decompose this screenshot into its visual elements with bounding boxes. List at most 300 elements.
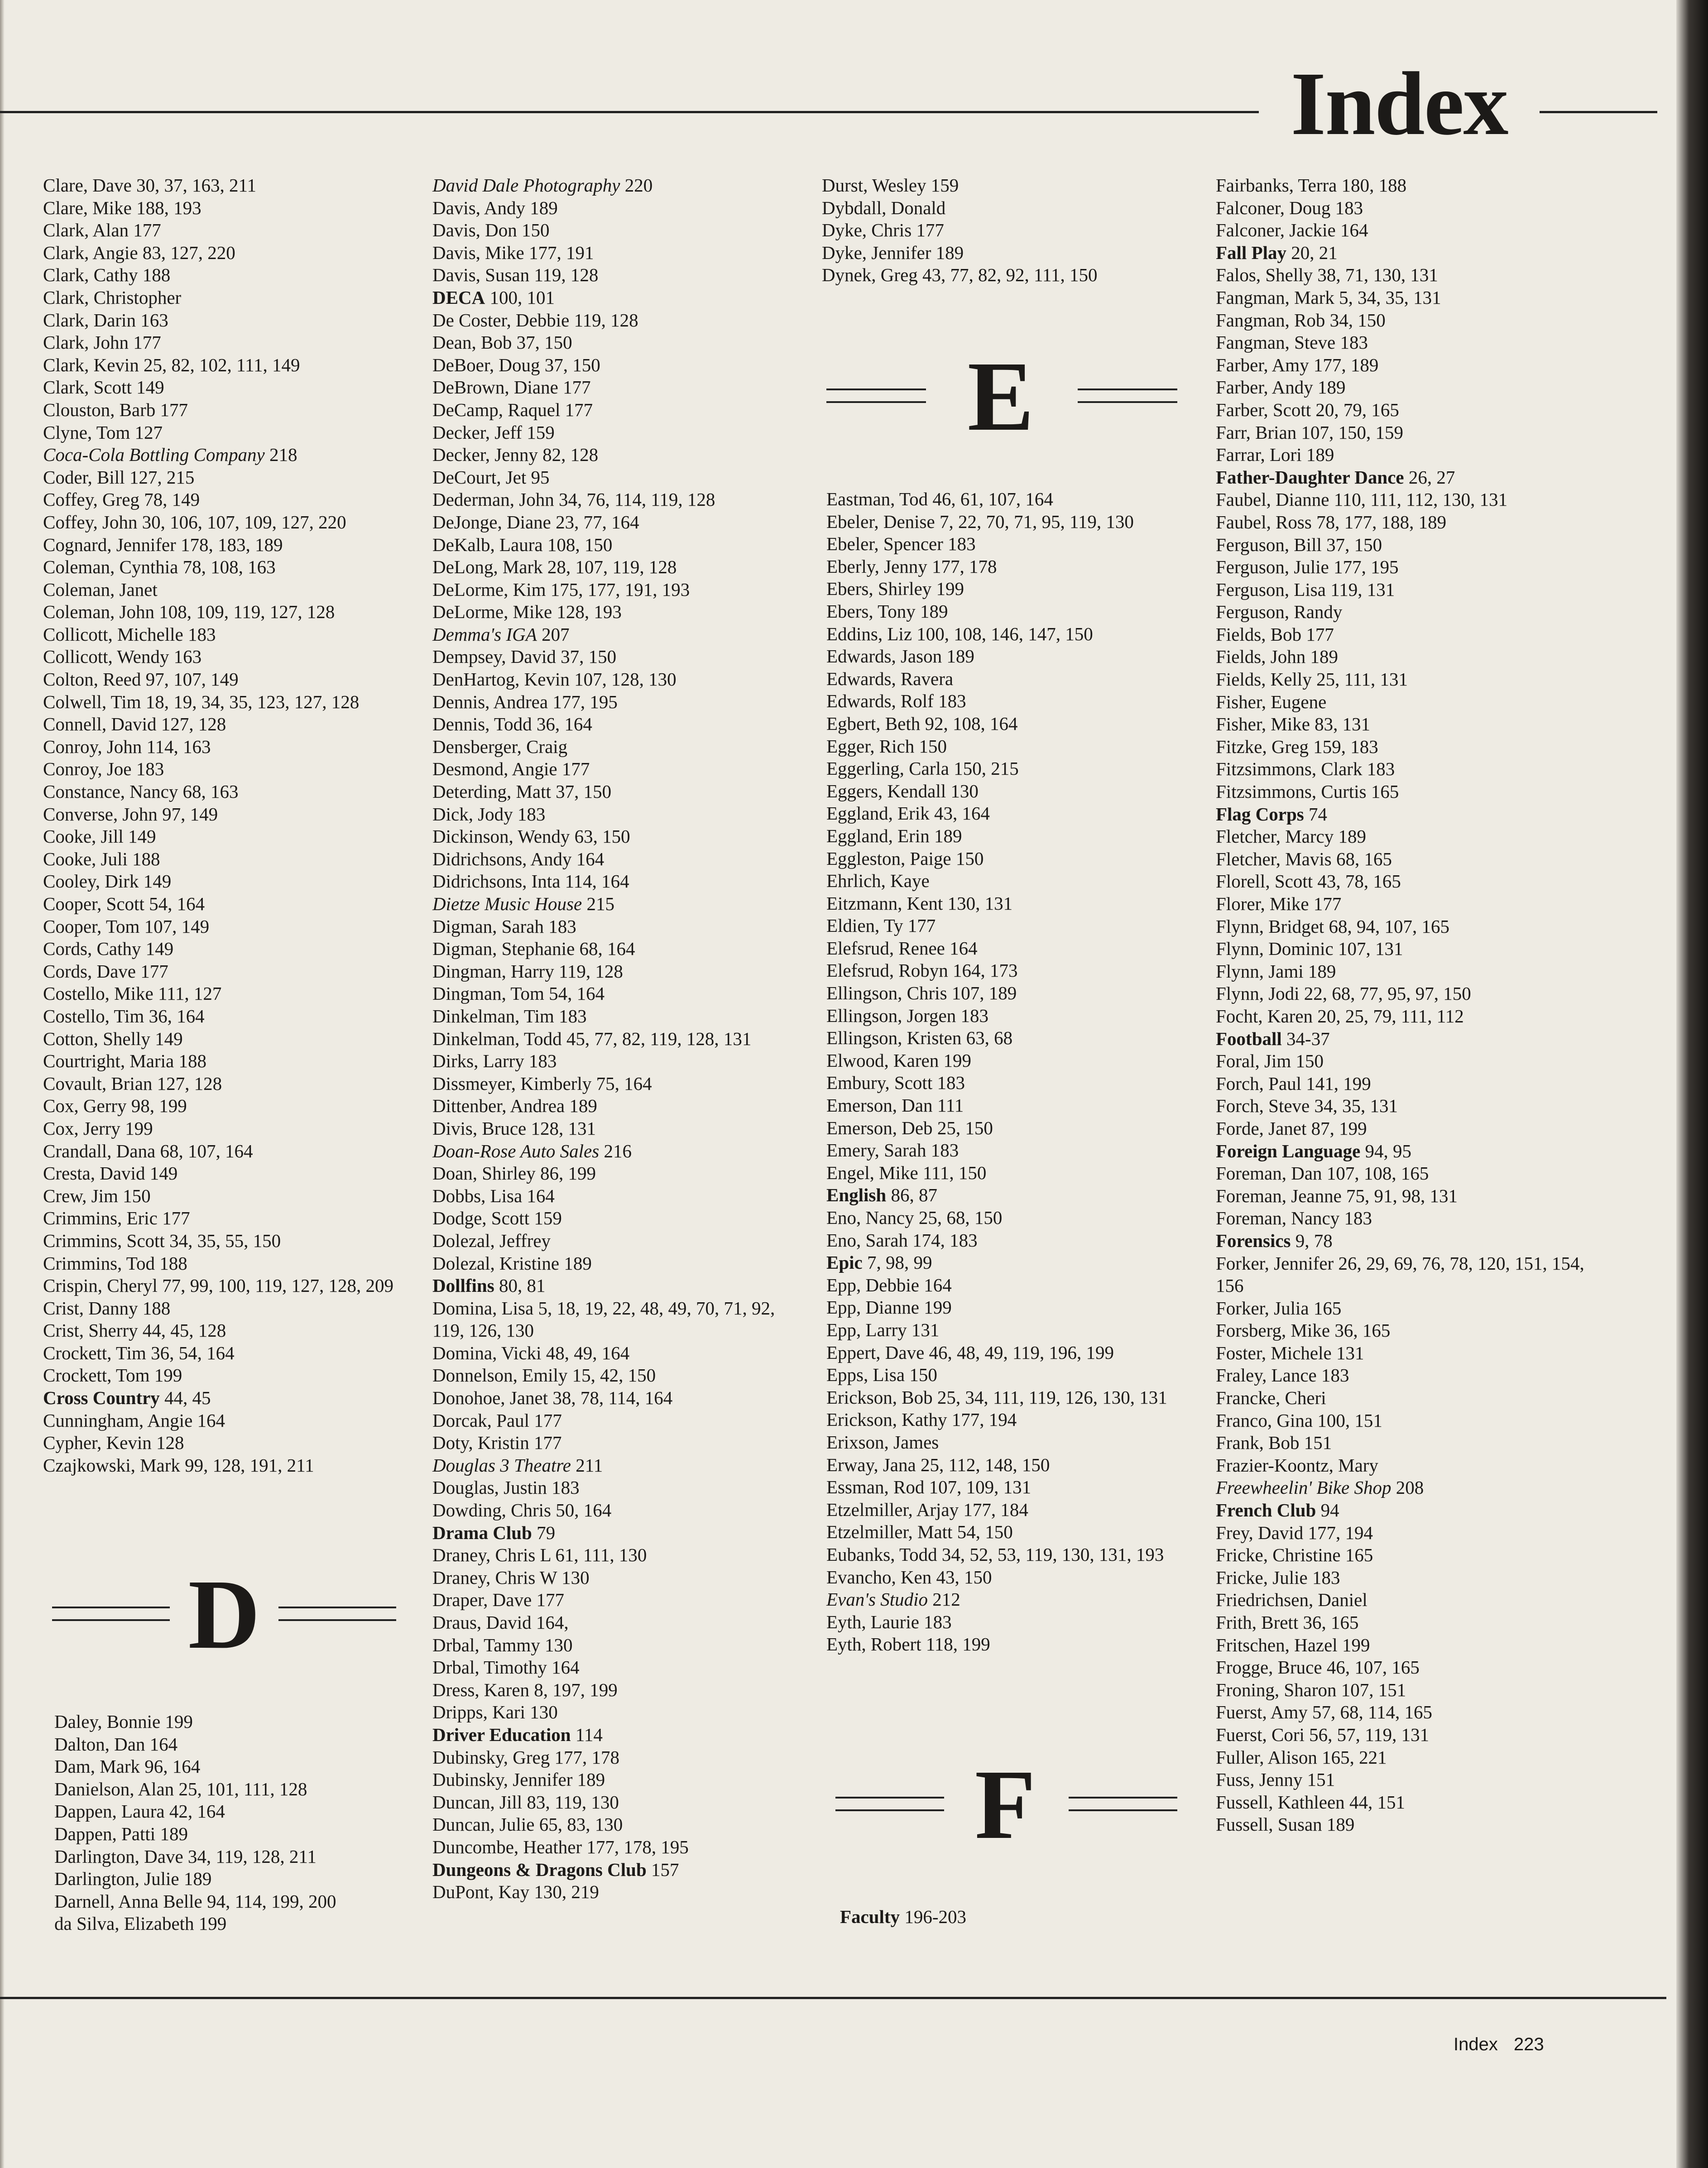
entry-name: Dittenber, Andrea [432, 1095, 565, 1117]
index-entry [1216, 174, 1587, 197]
entry-name: Draus, David [432, 1612, 532, 1633]
entry-name: Densberger, Craig [432, 736, 568, 757]
index-entry [1216, 713, 1587, 736]
entry-name: DeBrown, Diane [432, 377, 558, 398]
entry-name: Desmond, Angie [432, 758, 557, 780]
entry-pages: 189 [577, 1769, 605, 1790]
index-entry [43, 1275, 405, 1297]
index-entry [432, 1499, 795, 1522]
index-entry [432, 331, 795, 354]
index-entry [1216, 422, 1587, 444]
index-entry [1216, 1073, 1587, 1095]
index-entry [43, 848, 405, 871]
entry-name: Fitzsimmons, Clark [1216, 758, 1363, 780]
entry-name: DECA [432, 287, 485, 308]
index-entry [432, 466, 795, 489]
entry-pages: 20, 79, 165 [1315, 399, 1399, 420]
entry-name: Ferguson, Lisa [1216, 579, 1326, 600]
entry-name: Demma's IGA [432, 624, 537, 645]
entry-pages: 46, 61, 107, 164 [932, 489, 1053, 509]
entry-name: Dean, Bob [432, 332, 512, 353]
index-entry [1216, 534, 1587, 556]
entry-name: DuPont, Kay [432, 1881, 530, 1903]
entry-name: Eno, Nancy [826, 1207, 914, 1228]
entry-name: Cooley, Dirk [43, 871, 139, 892]
entry-name: Darnell, Anna Belle [54, 1890, 202, 1912]
entry-name: Dripps, Kari [432, 1702, 525, 1723]
entry-pages: 38, 78, 114, 164 [552, 1387, 673, 1409]
index-entry [826, 1611, 1189, 1634]
entry-pages: 177 [162, 1208, 190, 1229]
entry-pages: 96, 164 [144, 1756, 201, 1777]
entry-name: Frank, Bob [1216, 1432, 1300, 1453]
index-entry [43, 219, 405, 242]
index-entry [432, 1881, 795, 1904]
section-header-f [835, 1749, 1198, 1860]
entry-pages: 189 [1306, 444, 1334, 465]
entry-pages: 177, 178 [932, 556, 997, 577]
entry-name: Foreman, Dan [1216, 1163, 1322, 1184]
index-entry [432, 1297, 795, 1342]
index-entry [826, 1544, 1189, 1566]
entry-name: Egbert, Beth [826, 713, 921, 734]
header-rule [278, 1619, 396, 1621]
entry-pages: 189 [1310, 646, 1338, 667]
entry-name: Cross Country [43, 1387, 160, 1409]
entry-pages: 177 [916, 220, 944, 241]
entry-pages: 177 [1306, 624, 1334, 645]
entry-name: DeCamp, Raquel [432, 399, 561, 420]
index-entry [1216, 938, 1587, 960]
entry-name: Farr, Brian [1216, 422, 1297, 443]
entry-name: Covault, Brian [43, 1073, 153, 1094]
index-entry [43, 1230, 405, 1252]
entry-name: Forker, Julia [1216, 1297, 1309, 1319]
entry-pages: 107, 108, 165 [1326, 1163, 1429, 1184]
entry-pages: 54, 164 [549, 983, 605, 1004]
entry-name: Fraley, Lance [1216, 1365, 1317, 1386]
index-entry [432, 1005, 795, 1028]
index-entry [1216, 242, 1587, 264]
entry-pages: 149 [128, 826, 156, 847]
entry-pages: 165 [1371, 781, 1399, 802]
entry-pages: 183 [517, 803, 546, 825]
index-column-f-start [840, 1906, 1193, 1928]
index-entry [826, 802, 1189, 825]
entry-pages: 174, 183 [912, 1229, 978, 1251]
index-entry [43, 174, 405, 197]
entry-pages: 63, 150 [574, 826, 630, 847]
index-entry [826, 713, 1189, 735]
entry-name: Cresta, David [43, 1163, 145, 1184]
index-entry [432, 1230, 795, 1252]
entry-name: Epp, Larry [826, 1319, 907, 1340]
index-entry [432, 489, 795, 511]
index-entry [1216, 870, 1587, 893]
entry-name: Francke, Cheri [1216, 1387, 1326, 1409]
entry-pages: 94, 114, 199, 200 [207, 1890, 336, 1912]
index-entry [826, 892, 1189, 915]
index-entry [432, 1387, 795, 1410]
entry-name: Dyke, Chris [822, 220, 912, 241]
entry-pages: 177 [160, 399, 188, 420]
index-entry [1216, 736, 1587, 758]
entry-name: Collicott, Wendy [43, 646, 169, 667]
header-rule [1078, 401, 1177, 403]
entry-pages: 183 [924, 1611, 952, 1632]
index-entry [43, 556, 405, 579]
entry-pages: 43, 77, 82, 92, 111, 150 [922, 264, 1098, 286]
entry-pages: 180, 188 [1341, 175, 1407, 196]
entry-name: Eggerling, Carla [826, 758, 949, 779]
entry-name: Engel, Mike [826, 1162, 918, 1183]
entry-pages: 189 [1338, 826, 1366, 847]
entry-name: Crispin, Cheryl [43, 1275, 158, 1296]
index-entry [1216, 758, 1587, 781]
entry-pages: 196-203 [904, 1906, 966, 1927]
index-entry [1216, 309, 1587, 332]
index-entry [1216, 376, 1587, 399]
entry-pages: 34, 35, 131 [1314, 1095, 1398, 1117]
entry-pages: 50, 164 [556, 1500, 612, 1521]
index-entry [1216, 354, 1587, 377]
entry-pages: 44, 45 [164, 1387, 211, 1409]
entry-pages: 44, 45, 128 [142, 1320, 226, 1341]
entry-pages: 25, 111, 131 [1316, 669, 1408, 690]
index-entry [54, 1800, 408, 1823]
entry-name: Forsberg, Mike [1216, 1320, 1330, 1341]
entry-pages: 94 [1320, 1500, 1339, 1521]
entry-name: Epps, Lisa [826, 1364, 905, 1386]
entry-pages: 150 [1295, 1050, 1324, 1072]
index-entry [43, 466, 405, 489]
index-entry [1216, 331, 1587, 354]
index-entry [43, 489, 405, 511]
index-column-d-end [822, 174, 1184, 287]
entry-name: Constance, Nancy [43, 781, 178, 802]
entry-name: Eggland, Erik [826, 803, 930, 824]
entry-name: Clark, Scott [43, 377, 132, 398]
entry-pages: 28, 107, 119, 128 [547, 556, 677, 578]
entry-pages: 130, 131 [947, 892, 1013, 914]
entry-name: Clark, Kevin [43, 354, 139, 375]
entry-name: Davis, Susan [432, 264, 530, 286]
index-entry [432, 870, 795, 893]
entry-name: Emerson, Deb [826, 1117, 933, 1138]
index-entry [1216, 1612, 1587, 1634]
entry-pages: 183 [938, 691, 966, 712]
entry-pages: 159, 183 [1313, 736, 1378, 757]
entry-pages: 151 [1304, 1432, 1332, 1453]
index-entry [826, 1252, 1189, 1274]
entry-name: Flynn, Bridget [1216, 916, 1324, 937]
index-entry [826, 645, 1189, 668]
entry-pages: 220 [624, 175, 653, 196]
entry-name: Crist, Danny [43, 1297, 138, 1319]
index-entry [1216, 399, 1587, 422]
entry-name: DeKalb, Laura [432, 534, 543, 555]
entry-name: Farber, Andy [1216, 377, 1313, 398]
entry-name: Coca-Cola Bottling Company [43, 444, 265, 465]
index-entry [1216, 668, 1587, 691]
index-entry [43, 1432, 405, 1454]
index-entry [43, 1028, 405, 1050]
index-entry [826, 937, 1189, 960]
entry-name: Clare, Mike [43, 197, 132, 218]
entry-name: Davis, Don [432, 220, 517, 241]
entry-name: Coleman, John [43, 601, 154, 623]
entry-name: Fitzke, Greg [1216, 736, 1309, 757]
index-entry [43, 646, 405, 668]
index-entry [432, 1656, 795, 1679]
entry-pages: 108, 109, 119, 127, 128 [159, 601, 335, 623]
entry-pages: 25, 112, 148, 150 [920, 1454, 1050, 1475]
index-entry [1216, 1342, 1587, 1365]
entry-name: Frazier-Koontz, Mary [1216, 1454, 1378, 1476]
index-entry [43, 893, 405, 916]
entry-name: Doty, Kristin [432, 1432, 529, 1453]
index-entry [432, 1162, 795, 1185]
entry-pages: 111 [937, 1095, 964, 1116]
entry-name: Fitzsimmons, Curtis [1216, 781, 1367, 802]
index-entry [43, 444, 405, 466]
entry-name: Colwell, Tim [43, 691, 141, 712]
index-entry [1216, 691, 1587, 714]
index-entry [1216, 1230, 1587, 1252]
entry-pages: 165 [1345, 1544, 1373, 1566]
index-entry [43, 1364, 405, 1387]
entry-pages: 100, 101 [489, 287, 555, 308]
entry-name: Costello, Mike [43, 983, 154, 1004]
entry-pages: 43, 150 [936, 1566, 992, 1588]
index-entry [432, 1410, 795, 1432]
entry-pages: 130 [545, 1634, 573, 1655]
entry-name: Dingman, Tom [432, 983, 544, 1004]
entry-pages: 83, 127, 220 [142, 242, 235, 263]
entry-name: Fricke, Christine [1216, 1544, 1341, 1566]
entry-pages: 42, 164 [169, 1801, 225, 1822]
entry-name: Frogge, Bruce [1216, 1657, 1322, 1678]
index-entry [1216, 1544, 1587, 1567]
entry-name: Douglas 3 Theatre [432, 1454, 571, 1476]
index-entry [432, 534, 795, 556]
index-entry [1216, 1028, 1587, 1050]
entry-name: Darlington, Dave [54, 1846, 183, 1867]
entry-name: da Silva, Elizabeth [54, 1913, 194, 1934]
entry-name: Coleman, Janet [43, 579, 158, 600]
entry-name: Florer, Mike [1216, 893, 1309, 914]
index-entry [1216, 1252, 1587, 1297]
entry-pages: 54, 150 [957, 1521, 1013, 1543]
index-entry [826, 1342, 1189, 1364]
index-entry [43, 1185, 405, 1208]
entry-name: Essman, Rod [826, 1477, 925, 1498]
index-entry [1216, 556, 1587, 579]
index-entry [43, 197, 405, 220]
index-entry [432, 736, 795, 758]
entry-pages: 183 [1335, 197, 1363, 218]
entry-pages: 183 [1312, 1567, 1340, 1588]
entry-name: Clark, John [43, 332, 129, 353]
entry-pages: 25, 150 [937, 1117, 993, 1138]
entry-name: Cox, Jerry [43, 1118, 120, 1139]
entry-pages: 68, 164 [579, 938, 635, 959]
index-entry [1216, 287, 1587, 309]
entry-name: Ebeler, Spencer [826, 533, 943, 555]
index-entry [1216, 1432, 1587, 1454]
entry-name: Collicott, Michelle [43, 624, 183, 645]
entry-name: Clouston, Barb [43, 399, 156, 420]
index-entry [826, 848, 1189, 870]
entry-name: Fields, Bob [1216, 624, 1302, 645]
index-entry [432, 624, 795, 646]
index-entry [432, 1769, 795, 1791]
entry-pages: 164 [924, 1274, 952, 1295]
entry-name: Forker, Jennifer [1216, 1252, 1334, 1274]
entry-name: Fangman, Steve [1216, 332, 1336, 353]
index-entry [826, 623, 1189, 646]
entry-name: Daley, Bonnie [54, 1711, 161, 1732]
entry-name: Clark, Angie [43, 242, 138, 263]
entry-name: Dobbs, Lisa [432, 1185, 523, 1206]
entry-name: Erway, Jana [826, 1454, 916, 1475]
entry-name: Draney, Chris W [432, 1567, 557, 1588]
index-entry [826, 511, 1189, 533]
entry-name: Dick, Jody [432, 803, 513, 825]
entry-name: Coffey, John [43, 511, 138, 532]
entry-name: Cords, Dave [43, 960, 136, 982]
index-entry [1216, 1319, 1587, 1342]
entry-name: De Coster, Debbie [432, 309, 570, 331]
index-entry [432, 1118, 795, 1140]
entry-pages: 215 [586, 893, 614, 914]
entry-pages: 199 [943, 1050, 971, 1071]
entry-pages: 177, 191 [528, 242, 594, 263]
entry-pages: 22, 68, 77, 95, 97, 150 [1304, 983, 1471, 1004]
index-entry [43, 825, 405, 848]
entry-pages: 37, 150 [561, 646, 617, 667]
entry-pages: 127, 128 [157, 1073, 222, 1094]
entry-name: Crockett, Tim [43, 1342, 146, 1363]
index-entry [826, 1207, 1189, 1229]
page-footer [1454, 2033, 1562, 2056]
entry-name: Froning, Sharon [1216, 1679, 1337, 1700]
entry-name: Fussell, Kathleen [1216, 1791, 1345, 1813]
entry-name: Dederman, John [432, 489, 554, 510]
entry-pages: 183 [960, 1005, 988, 1026]
entry-pages: 149 [136, 377, 164, 398]
entry-pages: 119, 131 [1330, 579, 1395, 600]
index-entry [43, 1050, 405, 1073]
entry-pages: 149 [145, 938, 174, 959]
entry-name: Flynn, Jami [1216, 960, 1304, 982]
entry-pages: 177, 178 [554, 1746, 620, 1768]
entry-name: Fangman, Rob [1216, 309, 1325, 331]
index-entry [43, 960, 405, 983]
index-column-c [43, 174, 405, 1477]
entry-name: Dolezal, Kristine [432, 1252, 560, 1274]
entry-pages: 177 [533, 1432, 562, 1453]
entry-name: Flynn, Jodi [1216, 983, 1300, 1004]
index-entry [432, 1454, 795, 1477]
entry-pages: 83, 119, 130 [527, 1791, 619, 1813]
index-entry [43, 1319, 405, 1342]
entry-pages: 188 [178, 1050, 206, 1072]
entry-pages: 150 [522, 220, 550, 241]
entry-pages: 183 [136, 758, 164, 780]
entry-name: Crimmins, Eric [43, 1208, 158, 1229]
index-entry [1216, 893, 1587, 916]
index-entry [432, 287, 795, 309]
entry-name: Flag Corps [1216, 803, 1304, 825]
entry-name: Florell, Scott [1216, 871, 1313, 892]
entry-pages: 183 [552, 1477, 580, 1498]
entry-name: Fussell, Susan [1216, 1814, 1322, 1835]
entry-pages: 151 [1307, 1769, 1335, 1790]
index-entry [43, 309, 405, 332]
entry-pages: 37, 150 [516, 332, 572, 353]
entry-pages: 43, 78, 165 [1317, 871, 1401, 892]
index-entry [826, 690, 1189, 713]
entry-name: Dennis, Andrea [432, 691, 548, 712]
index-entry [826, 1117, 1189, 1140]
entry-name: Davis, Mike [432, 242, 524, 263]
index-entry [43, 264, 405, 287]
index-entry [43, 376, 405, 399]
page-edge [0, 0, 5, 2168]
entry-pages: 86, 199 [540, 1163, 596, 1184]
entry-name: Emerson, Dan [826, 1095, 933, 1116]
entry-pages: 20, 25, 79, 111, 112 [1317, 1005, 1464, 1026]
index-entry [1216, 1522, 1587, 1544]
entry-pages: 218 [269, 444, 297, 465]
entry-pages: 199 [165, 1711, 193, 1732]
entry-name: Epp, Debbie [826, 1274, 919, 1295]
entry-pages: 164 [576, 848, 605, 869]
index-entry [1216, 1679, 1587, 1702]
entry-name: Clyne, Tom [43, 422, 130, 443]
index-entry [43, 803, 405, 826]
entry-pages: 34, 52, 53, 119, 130, 131, 193 [941, 1544, 1164, 1565]
entry-name: DeLong, Mark [432, 556, 543, 578]
entry-pages: 48, 49, 164 [546, 1342, 630, 1363]
entry-name: Eppert, Dave [826, 1342, 925, 1363]
index-entry [826, 556, 1189, 578]
entry-pages: 189 [569, 1095, 597, 1117]
entry-name: Erickson, Kathy [826, 1409, 947, 1430]
index-entry [43, 1118, 405, 1140]
header-rule [52, 1607, 170, 1608]
entry-name: Crist, Sherry [43, 1320, 138, 1341]
index-entry [43, 601, 405, 624]
index-entry [432, 242, 795, 264]
index-entry [826, 1027, 1189, 1050]
entry-name: Crimmins, Tod [43, 1252, 155, 1274]
index-entry [43, 1342, 405, 1365]
entry-pages: 25, 101, 111, 128 [178, 1778, 307, 1799]
index-entry [1216, 511, 1587, 534]
entry-name: Ebers, Shirley [826, 578, 932, 600]
entry-pages: 38, 71, 130, 131 [1317, 264, 1438, 286]
index-entry [826, 1072, 1189, 1094]
entry-pages: 189 [1317, 377, 1346, 398]
index-entry [432, 1612, 795, 1634]
index-entry [432, 1522, 795, 1544]
entry-name: Epp, Dianne [826, 1297, 919, 1318]
entry-name: Dinkelman, Tim [432, 1005, 554, 1026]
entry-pages: 164 [950, 937, 978, 959]
index-entry [432, 803, 795, 826]
